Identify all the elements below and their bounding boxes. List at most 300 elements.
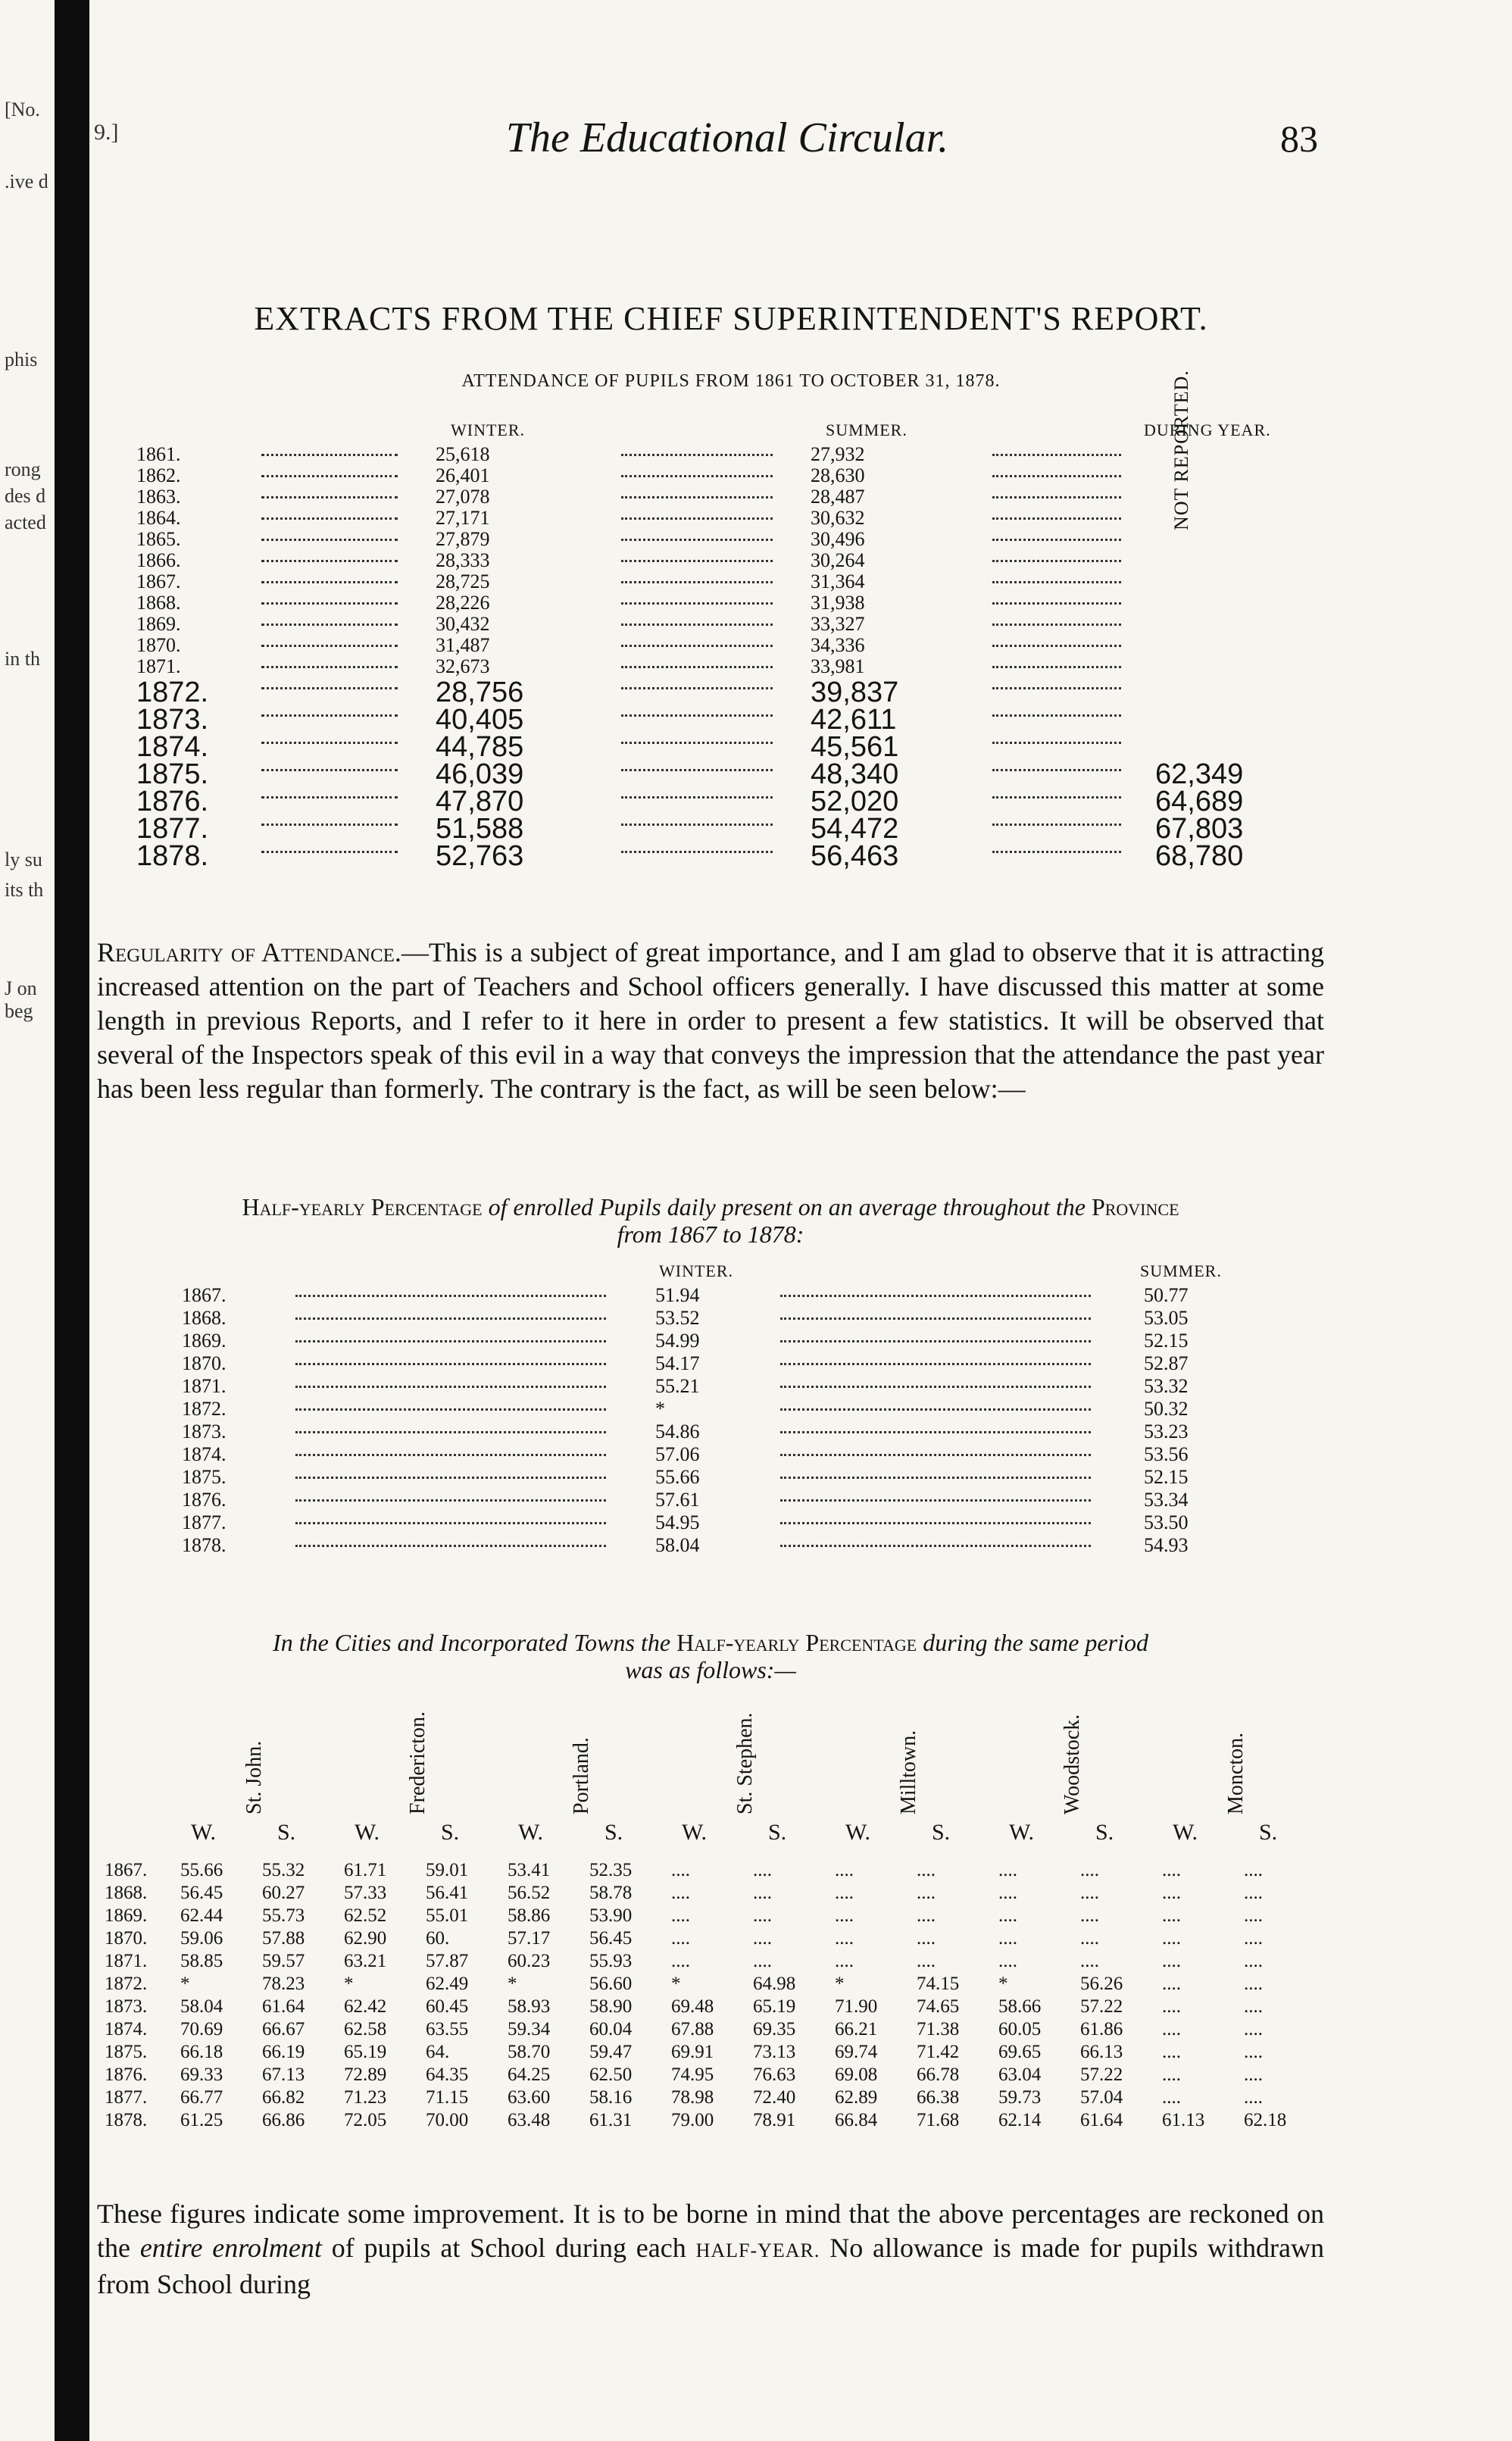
dot-leader <box>261 796 398 799</box>
value-cell: 70.69 <box>180 2019 223 2039</box>
dot-leader <box>295 1454 606 1456</box>
value-cell: .... <box>753 1905 772 1926</box>
value-cell: 69.65 <box>998 2042 1042 2062</box>
value-cell: .... <box>1162 2019 1181 2039</box>
value-cell: .... <box>917 1860 936 1880</box>
dot-leader <box>992 496 1121 499</box>
value-cell: 63.55 <box>426 2019 469 2039</box>
year-cell: 1877. <box>136 813 209 845</box>
value-cell: 66.82 <box>262 2087 305 2108</box>
value-cell: 63.48 <box>508 2110 551 2130</box>
value-cell: .... <box>998 1928 1017 1949</box>
value-cell: 69.91 <box>671 2042 714 2062</box>
margin-fragment: beg <box>5 1000 33 1022</box>
dot-leader <box>780 1454 1091 1456</box>
city-row <box>97 1928 1324 1949</box>
dot-leader <box>261 454 398 456</box>
w-label: W. <box>682 1820 708 1845</box>
value-cell: 71.38 <box>917 2019 960 2039</box>
value-cell: .... <box>835 1951 854 1971</box>
value-cell: .... <box>1244 2087 1263 2108</box>
value-cell: 78.98 <box>671 2087 714 2108</box>
value-cell: 57.88 <box>262 1928 305 1949</box>
place-name: Portland. <box>570 1737 593 1814</box>
margin-fragment: its th <box>5 879 44 901</box>
year-cell: 1872. <box>136 677 209 708</box>
value-cell: 62.49 <box>426 1974 469 1994</box>
year-cell: 1876. <box>136 786 209 817</box>
value-cell: 62.18 <box>1244 2110 1287 2130</box>
margin-fragment: J on <box>5 977 37 999</box>
dot-leader <box>621 454 773 456</box>
value-cell: .... <box>1162 2087 1181 2108</box>
attendance-row <box>136 677 1318 708</box>
value-cell: 53.41 <box>508 1860 551 1880</box>
half-yearly-row <box>182 1489 1318 1511</box>
value-cell: 78.91 <box>753 2110 796 2130</box>
margin-fragment: 9.] <box>94 120 119 145</box>
summer-cell: 56,463 <box>811 840 899 872</box>
value-cell: .... <box>1080 1860 1099 1880</box>
s-label: S. <box>277 1820 296 1845</box>
place-name: Milltown. <box>897 1730 920 1814</box>
winter-cell: 47,870 <box>436 786 524 817</box>
attendance-row <box>136 443 1318 463</box>
value-cell: * <box>671 1974 681 1994</box>
value-cell: 59.73 <box>998 2087 1042 2108</box>
dot-leader <box>295 1477 606 1479</box>
value-cell: 56.60 <box>589 1974 633 1994</box>
summer-cell: 52.15 <box>1144 1330 1189 1352</box>
winter-cell: 28,725 <box>436 570 490 592</box>
year-cell: 1875. <box>182 1466 226 1488</box>
dot-leader <box>621 496 773 499</box>
city-row <box>97 1974 1324 1995</box>
dot-leader <box>992 851 1121 853</box>
value-cell: 61.86 <box>1080 2019 1123 2039</box>
value-cell: 64.35 <box>426 2064 469 2085</box>
half-yearly-row <box>182 1466 1318 1488</box>
value-cell: 55.32 <box>262 1860 305 1880</box>
value-cell: 57.33 <box>344 1883 387 1903</box>
summer-cell: 33,327 <box>811 613 865 635</box>
summer-cell: 54,472 <box>811 813 899 845</box>
value-cell: 53.90 <box>589 1905 633 1926</box>
city-row <box>97 1996 1324 2017</box>
value-cell: 56.41 <box>426 1883 469 1903</box>
summer-cell: 28,487 <box>811 486 865 508</box>
year-cell: 1873. <box>105 1996 148 2017</box>
year-cell: 1870. <box>182 1352 226 1374</box>
s-label: S. <box>768 1820 787 1845</box>
summer-cell: 30,632 <box>811 507 865 529</box>
value-cell: 62.90 <box>344 1928 387 1949</box>
winter-cell: 54.86 <box>655 1421 700 1442</box>
dot-leader <box>621 602 773 605</box>
year-cell: 1864. <box>136 507 181 529</box>
value-cell: 60.45 <box>426 1996 469 2017</box>
value-cell: 52.35 <box>589 1860 633 1880</box>
during-year-cell: 68,780 <box>1155 840 1244 872</box>
value-cell: .... <box>1162 2064 1181 2085</box>
value-cell: 71.15 <box>426 2087 469 2108</box>
value-cell: 66.84 <box>835 2110 878 2130</box>
year-cell: 1871. <box>182 1375 226 1397</box>
w-label: W. <box>1173 1820 1198 1845</box>
value-cell: .... <box>1162 1905 1181 1926</box>
dot-leader <box>621 851 773 853</box>
value-cell: * <box>180 1974 190 1994</box>
summer-cell: 34,336 <box>811 634 865 656</box>
dot-leader <box>992 539 1121 541</box>
value-cell: 65.19 <box>344 2042 387 2062</box>
year-cell: 1877. <box>182 1511 226 1533</box>
value-cell: 56.45 <box>180 1883 223 1903</box>
year-cell: 1873. <box>182 1421 226 1442</box>
dot-leader <box>621 742 773 744</box>
city-row <box>97 1860 1324 1881</box>
year-cell: 1863. <box>136 486 181 508</box>
margin-fragment: des d <box>5 485 46 507</box>
dot-leader <box>261 624 398 626</box>
heading-part: Half-yearly Percentage <box>676 1629 917 1656</box>
year-cell: 1865. <box>136 528 181 550</box>
section-title: EXTRACTS FROM THE CHIEF SUPERINTENDENT'S REPORT. <box>254 300 1208 337</box>
attendance-row <box>136 731 1318 763</box>
dot-leader <box>992 581 1121 583</box>
value-cell: .... <box>1162 1974 1181 1994</box>
summer-cell: 52.87 <box>1144 1352 1189 1374</box>
value-cell: 71.68 <box>917 2110 960 2130</box>
column-header-winter: WINTER. <box>451 420 526 439</box>
heading-part: from 1867 to 1878: <box>617 1220 804 1248</box>
dot-leader <box>295 1545 606 1547</box>
dot-leader <box>261 824 398 826</box>
dot-leader <box>780 1386 1091 1388</box>
heading-part: Half-yearly Percentage <box>242 1193 483 1220</box>
city-row <box>97 2087 1324 2108</box>
dot-leader <box>295 1363 606 1365</box>
column-header-during-year: DURING YEAR. <box>1144 420 1271 439</box>
value-cell: 72.05 <box>344 2110 387 2130</box>
half-yearly-row <box>182 1307 1318 1329</box>
year-cell: 1878. <box>136 840 209 872</box>
value-cell: .... <box>835 1860 854 1880</box>
value-cell: 58.85 <box>180 1951 223 1971</box>
attendance-row <box>136 655 1318 675</box>
summer-cell: 31,938 <box>811 592 865 614</box>
dot-leader <box>261 560 398 562</box>
value-cell: * <box>998 1974 1008 1994</box>
value-cell: 71.90 <box>835 1996 878 2017</box>
summer-cell: 48,340 <box>811 758 899 790</box>
value-cell: 66.21 <box>835 2019 878 2039</box>
value-cell: 60.04 <box>589 2019 633 2039</box>
value-cell: 57.17 <box>508 1928 551 1949</box>
winter-cell: 55.66 <box>655 1466 700 1488</box>
margin-fragment: phis <box>5 348 38 370</box>
value-cell: .... <box>753 1883 772 1903</box>
value-cell: .... <box>1162 1951 1181 1971</box>
winter-cell: 25,618 <box>436 443 490 465</box>
attendance-row <box>136 549 1318 569</box>
value-cell: * <box>344 1974 354 1994</box>
value-cell: 55.73 <box>262 1905 305 1926</box>
value-cell: .... <box>1162 1928 1181 1949</box>
value-cell: 59.57 <box>262 1951 305 1971</box>
dot-leader <box>992 624 1121 626</box>
value-cell: 55.66 <box>180 1860 223 1880</box>
s-label: S. <box>1259 1820 1278 1845</box>
winter-cell: * <box>655 1398 665 1420</box>
value-cell: 59.01 <box>426 1860 469 1880</box>
summer-cell: 33,981 <box>811 655 865 677</box>
value-cell: 66.86 <box>262 2110 305 2130</box>
attendance-row <box>136 758 1318 790</box>
half-yearly-row <box>182 1284 1318 1306</box>
heading-part: was as follows:— <box>625 1656 796 1683</box>
value-cell: 56.26 <box>1080 1974 1123 1994</box>
value-cell: 56.52 <box>508 1883 551 1903</box>
winter-cell: 28,333 <box>436 549 490 571</box>
summer-cell: 50.77 <box>1144 1284 1189 1306</box>
year-cell: 1877. <box>105 2087 148 2108</box>
value-cell: .... <box>917 1883 936 1903</box>
year-cell: 1870. <box>136 634 181 656</box>
value-cell: 57.22 <box>1080 2064 1123 2085</box>
during-year-cell: 62,349 <box>1155 758 1244 790</box>
s-label: S. <box>441 1820 460 1845</box>
summer-cell: 54.93 <box>1144 1534 1189 1556</box>
year-cell: 1876. <box>182 1489 226 1511</box>
summer-cell: 39,837 <box>811 677 899 708</box>
year-cell: 1874. <box>182 1443 226 1465</box>
dot-leader <box>621 560 773 562</box>
city-row <box>97 1905 1324 1927</box>
summer-cell: 53.23 <box>1144 1421 1189 1442</box>
margin-fragment: ly su <box>5 849 42 870</box>
summer-cell: 50.32 <box>1144 1398 1189 1420</box>
attendance-row <box>136 486 1318 508</box>
dot-leader <box>992 687 1121 689</box>
value-cell: 65.19 <box>753 1996 796 2017</box>
value-cell: .... <box>1244 1974 1263 1994</box>
summer-cell: 30,496 <box>811 528 865 550</box>
value-cell: 66.13 <box>1080 2042 1123 2062</box>
value-cell: 62.58 <box>344 2019 387 2039</box>
dot-leader <box>621 517 773 520</box>
value-cell: 62.14 <box>998 2110 1042 2130</box>
summer-cell: 42,611 <box>811 704 897 736</box>
dot-leader <box>261 769 398 771</box>
dot-leader <box>261 687 398 689</box>
half-yearly-row <box>182 1443 1318 1465</box>
value-cell: .... <box>671 1883 690 1903</box>
summer-cell: 52.15 <box>1144 1466 1189 1488</box>
value-cell: 69.48 <box>671 1996 714 2017</box>
dot-leader <box>780 1499 1091 1502</box>
margin-fragment: rong <box>5 458 41 480</box>
value-cell: .... <box>1244 2042 1263 2062</box>
value-cell: .... <box>671 1860 690 1880</box>
value-cell: 61.13 <box>1162 2110 1205 2130</box>
column-header-summer: SUMMER. <box>1140 1261 1222 1280</box>
s-label: S. <box>932 1820 951 1845</box>
column-header-summer: SUMMER. <box>826 420 908 439</box>
value-cell: .... <box>998 1860 1017 1880</box>
dot-leader <box>780 1340 1091 1342</box>
value-cell: .... <box>998 1883 1017 1903</box>
value-cell: 66.18 <box>180 2042 223 2062</box>
w-label: W. <box>355 1820 380 1845</box>
winter-cell: 53.52 <box>655 1307 700 1329</box>
value-cell: .... <box>1244 1996 1263 2017</box>
dot-leader <box>295 1386 606 1388</box>
value-cell: 61.64 <box>262 1996 305 2017</box>
value-cell: 66.38 <box>917 2087 960 2108</box>
w-label: W. <box>518 1820 544 1845</box>
value-cell: .... <box>1244 1883 1263 1903</box>
value-cell: 59.06 <box>180 1928 223 1949</box>
winter-cell: 27,078 <box>436 486 490 508</box>
value-cell: 58.93 <box>508 1996 551 2017</box>
value-cell: 66.67 <box>262 2019 305 2039</box>
text-part: of pupils at School during each <box>321 2233 696 2263</box>
place-name: St. Stephen. <box>733 1712 757 1814</box>
text-part: These figures indicate some improvement. It is to be borne in mind that the above percentages are reckoned on the <box>97 2199 1324 2263</box>
value-cell: .... <box>671 1928 690 1949</box>
dot-leader <box>780 1408 1091 1411</box>
during-year-cell: 64,689 <box>1155 786 1244 817</box>
half-yearly-row <box>182 1421 1318 1442</box>
year-cell: 1874. <box>136 731 209 763</box>
year-cell: 1862. <box>136 464 181 486</box>
regularity-paragraph <box>97 936 1324 1106</box>
value-cell: .... <box>835 1928 854 1949</box>
heading-part: of enrolled Pupils daily present on an average throughout the <box>482 1193 1092 1220</box>
winter-cell: 28,756 <box>436 677 524 708</box>
dot-leader <box>261 742 398 744</box>
summer-cell: 53.34 <box>1144 1489 1189 1511</box>
margin-fragment: in th <box>5 648 40 670</box>
value-cell: 63.21 <box>344 1951 387 1971</box>
s-label: S. <box>604 1820 623 1845</box>
heading-part: Province <box>1091 1193 1179 1220</box>
dot-leader <box>992 602 1121 605</box>
value-cell: 64.25 <box>508 2064 551 2085</box>
dot-leader <box>992 742 1121 744</box>
summer-cell: 52,020 <box>811 786 899 817</box>
dot-leader <box>992 769 1121 771</box>
dot-leader <box>295 1295 606 1297</box>
w-label: W. <box>1009 1820 1035 1845</box>
journal-title: The Educational Circular. <box>505 114 949 161</box>
year-cell: 1869. <box>105 1905 148 1926</box>
winter-cell: 57.06 <box>655 1443 700 1465</box>
year-cell: 1874. <box>105 2019 148 2039</box>
winter-cell: 51,588 <box>436 813 524 845</box>
place-name: St. John. <box>242 1740 266 1814</box>
summer-cell: 53.05 <box>1144 1307 1189 1329</box>
dot-leader <box>992 454 1121 456</box>
year-cell: 1867. <box>182 1284 226 1306</box>
value-cell: .... <box>1162 2042 1181 2062</box>
dot-leader <box>261 517 398 520</box>
dot-leader <box>295 1499 606 1502</box>
value-cell: 67.88 <box>671 2019 714 2039</box>
year-cell: 1875. <box>136 758 209 790</box>
dot-leader <box>295 1431 606 1433</box>
winter-cell: 55.21 <box>655 1375 700 1397</box>
during-year-cell: 67,803 <box>1155 813 1244 845</box>
value-cell: .... <box>1080 1905 1099 1926</box>
value-cell: 60.23 <box>508 1951 551 1971</box>
city-row <box>97 2042 1324 2063</box>
dot-leader <box>295 1317 606 1320</box>
dot-leader <box>295 1408 606 1411</box>
year-cell: 1867. <box>136 570 181 592</box>
winter-cell: 30,432 <box>436 613 490 635</box>
summer-cell: 27,932 <box>811 443 865 465</box>
summer-cell: 45,561 <box>811 731 899 763</box>
value-cell: 66.77 <box>180 2087 223 2108</box>
dot-leader <box>621 796 773 799</box>
dot-leader <box>621 714 773 717</box>
city-row <box>97 2064 1324 2086</box>
value-cell: 60.05 <box>998 2019 1042 2039</box>
value-cell: 61.64 <box>1080 2110 1123 2130</box>
year-cell: 1868. <box>182 1307 226 1329</box>
summer-cell: 28,630 <box>811 464 865 486</box>
attendance-table-title: ATTENDANCE OF PUPILS FROM 1861 TO OCTOBER 31, 1878. <box>461 371 1001 391</box>
winter-cell: 54.17 <box>655 1352 700 1374</box>
value-cell: .... <box>753 1951 772 1971</box>
dot-leader <box>261 581 398 583</box>
value-cell: .... <box>1244 1928 1263 1949</box>
regularity-heading: Regularity of Attendance. <box>97 937 401 967</box>
dot-leader <box>261 496 398 499</box>
value-cell: .... <box>1080 1883 1099 1903</box>
winter-cell: 26,401 <box>436 464 490 486</box>
text-part: entire enrolment <box>139 2233 322 2263</box>
text-part: No allowance is made for pupils withdrawn from School during <box>97 2233 1324 2299</box>
value-cell: .... <box>671 1951 690 1971</box>
dot-leader <box>621 624 773 626</box>
winter-cell: 52,763 <box>436 840 524 872</box>
dot-leader <box>621 824 773 826</box>
city-row <box>97 2019 1324 2040</box>
value-cell: 60.27 <box>262 1883 305 1903</box>
value-cell: .... <box>1080 1928 1099 1949</box>
winter-cell: 51.94 <box>655 1284 700 1306</box>
attendance-row <box>136 786 1318 817</box>
value-cell: 63.04 <box>998 2064 1042 2085</box>
dot-leader <box>780 1363 1091 1365</box>
value-cell: * <box>835 1974 845 1994</box>
binding-gutter <box>55 0 89 2441</box>
value-cell: .... <box>835 1883 854 1903</box>
year-cell: 1873. <box>136 704 209 736</box>
dot-leader <box>261 666 398 668</box>
year-cell: 1869. <box>136 613 181 635</box>
margin-fragment: .ive d <box>5 170 48 192</box>
year-cell: 1867. <box>105 1860 148 1880</box>
not-reported-label: NOT REPORTED. <box>1170 370 1192 530</box>
half-yearly-row <box>182 1330 1318 1352</box>
winter-cell: 32,673 <box>436 655 490 677</box>
value-cell: 78.23 <box>262 1974 305 1994</box>
summer-cell: 53.56 <box>1144 1443 1189 1465</box>
